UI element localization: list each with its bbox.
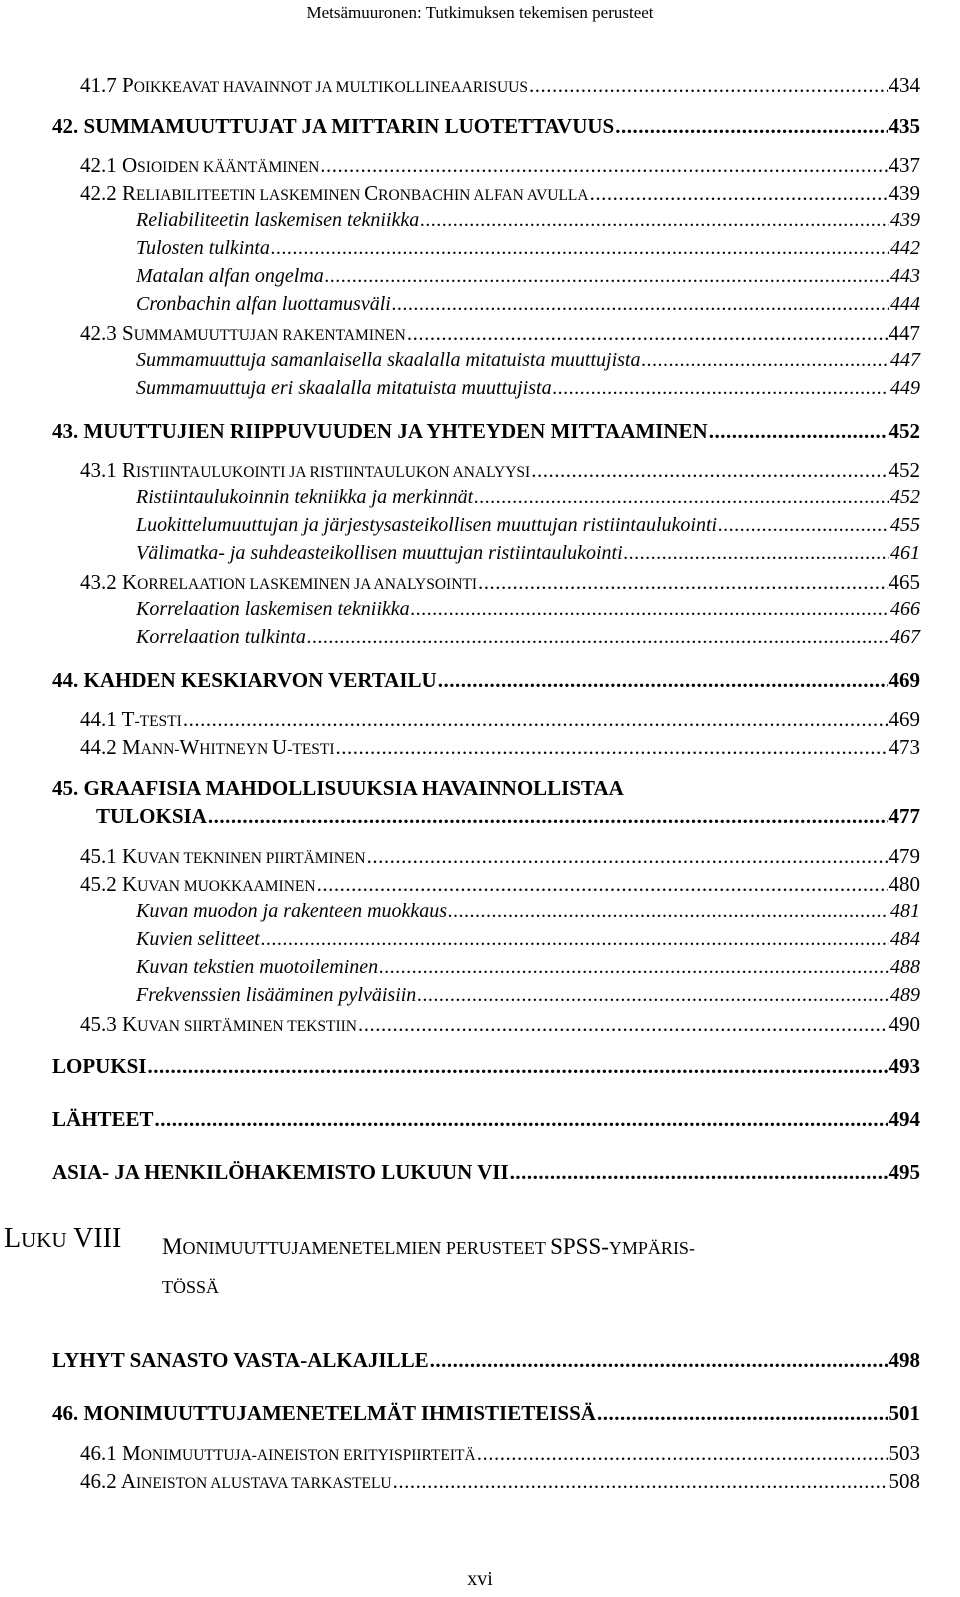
toc-entry-subsection <box>136 928 920 951</box>
toc-page-number: 508 <box>888 1469 920 1493</box>
toc-page-number: 488 <box>890 956 920 978</box>
toc-leader-dots <box>478 570 887 595</box>
toc-entry-title: 46. MONIMUUTTUJAMENETELMÄT IHMISTIETEISSÄ <box>52 1401 596 1425</box>
toc-leader-dots <box>393 1469 888 1494</box>
toc-entry-subsection <box>136 293 920 316</box>
toc-entry-title: 44.2 MANN-WHITNEYN U-TESTI <box>80 735 335 759</box>
toc-leader-dots <box>155 1107 888 1132</box>
toc-leader-dots <box>615 114 887 139</box>
toc-entry-title: Korrelaation laskemisen tekniikka <box>136 598 410 620</box>
toc-leader-dots <box>271 237 889 260</box>
toc-leader-dots <box>417 984 889 1007</box>
toc-entry-title: Summamuuttuja eri skaalalla mitatuista muuttujista <box>136 377 552 399</box>
toc-entry-chapter <box>52 668 920 693</box>
toc-leader-dots <box>641 349 889 372</box>
toc-leader-dots <box>448 900 889 923</box>
toc-entry-title: Summamuuttuja samanlaisella skaalalla mitatuista muuttujista <box>136 349 641 371</box>
toc-entry-title: 45.3 KUVAN SIIRTÄMINEN TEKSTIIN <box>80 1012 357 1036</box>
toc-leader-dots <box>208 804 888 829</box>
toc-page-number: 434 <box>888 73 920 97</box>
toc-entry-subsection <box>136 626 920 649</box>
toc-entry-section <box>80 1012 920 1037</box>
toc-entry-section <box>80 570 920 595</box>
toc-entry-chapter <box>96 804 920 829</box>
toc-entry-title: 43. MUUTTUJIEN RIIPPUVUUDEN JA YHTEYDEN MITTAAMINEN <box>52 419 708 443</box>
toc-entry-title: Frekvenssien lisääminen pylväisiin <box>136 984 417 1006</box>
toc-entry-chapter <box>52 1160 920 1185</box>
toc-page-number: 439 <box>888 181 920 205</box>
toc-leader-dots <box>379 956 889 979</box>
toc-entry-title: 43.2 KORRELAATION LASKEMINEN JA ANALYSOINTI <box>80 570 478 594</box>
toc-page-number: 449 <box>890 377 920 399</box>
toc-leader-dots <box>407 321 888 346</box>
toc-leader-dots <box>510 1160 888 1185</box>
toc-page-number: 435 <box>888 114 920 138</box>
toc-entry-title: 42.1 OSIOIDEN KÄÄNTÄMINEN <box>80 153 320 177</box>
part-title: MONIMUUTTUJAMENETELMIEN PERUSTEET SPSS-YMPÄRIS- TÖSSÄ <box>162 1234 695 1297</box>
page-number: xvi <box>467 1568 493 1590</box>
toc-page-number: 437 <box>888 153 920 177</box>
toc-entry-section <box>80 1441 920 1466</box>
toc-entry-section <box>80 181 920 206</box>
toc-entry-subsection <box>136 984 920 1007</box>
toc-entry-section <box>80 872 920 897</box>
toc-leader-dots <box>709 419 888 444</box>
toc-entry-subsection <box>136 237 920 260</box>
toc-page-number: 493 <box>888 1054 920 1078</box>
toc-entry-title: Kuvan tekstien muotoileminen <box>136 956 379 978</box>
toc-leader-dots <box>624 542 889 565</box>
toc-entry-title: 43.1 RISTIINTAULUKOINTI JA RISTIINTAULUKON ANALYYSI <box>80 458 531 482</box>
toc-leader-dots <box>183 707 888 732</box>
toc-entry-section <box>80 707 920 732</box>
toc-entry-title: LYHYT SANASTO VASTA-ALKAJILLE <box>52 1348 429 1372</box>
toc-entry-title: Välimatka- ja suhdeasteikollisen muuttujan ristiintaulukointi <box>136 542 623 564</box>
toc-entry-chapter <box>52 1401 920 1426</box>
toc-page-number: 465 <box>888 570 920 594</box>
toc-page-number: 461 <box>890 542 920 564</box>
toc-page-number: 469 <box>888 707 920 731</box>
toc-leader-dots <box>392 293 889 316</box>
toc-entry-section <box>80 1469 920 1494</box>
toc-page-number: 443 <box>890 265 920 287</box>
toc-entry-title: 45.2 KUVAN MUOKKAAMINEN <box>80 872 316 896</box>
toc-entry-title: Cronbachin alfan luottamusväli <box>136 293 391 315</box>
toc-entry-chapter <box>52 1054 920 1079</box>
toc-page-number: 452 <box>888 419 920 443</box>
toc-entry-section <box>80 844 920 869</box>
toc-entry-section <box>80 153 920 178</box>
toc-page-number: 484 <box>890 928 920 950</box>
toc-leader-dots <box>438 668 888 693</box>
toc-entry-subsection <box>136 265 920 288</box>
toc-entry-subsection <box>136 349 920 372</box>
toc-leader-dots <box>718 514 889 537</box>
toc-entry-title: Luokittelumuuttujan ja järjestysasteikollisen muuttujan ristiintaulukointi <box>136 514 718 536</box>
toc-entry-title: Reliabiliteetin laskemisen tekniikka <box>136 209 420 231</box>
toc-entry-section <box>80 73 920 98</box>
toc-page-number: 477 <box>888 804 920 828</box>
toc-page-number: 501 <box>888 1401 920 1425</box>
toc-entry-title: 44. KAHDEN KESKIARVON VERTAILU <box>52 668 437 692</box>
toc-leader-dots <box>148 1054 888 1079</box>
toc-leader-dots <box>420 209 889 232</box>
toc-entry-subsection <box>136 514 920 537</box>
toc-entry-title: ASIA- JA HENKILÖHAKEMISTO LUKUUN VII <box>52 1160 509 1184</box>
toc-page-number: 439 <box>890 209 920 231</box>
toc-entry-chapter <box>52 1107 920 1132</box>
toc-entry-subsection <box>136 209 920 232</box>
part-label: LUKU VIII <box>4 1223 122 1254</box>
running-header: Metsämuuronen: Tutkimuksen tekemisen perusteet <box>306 3 654 22</box>
toc-leader-dots <box>477 1441 888 1466</box>
toc-leader-dots <box>430 1348 888 1373</box>
toc-leader-dots <box>307 626 889 649</box>
toc-page-number: 498 <box>888 1348 920 1372</box>
toc-leader-dots <box>553 377 889 400</box>
toc-page-number: 455 <box>890 514 920 536</box>
toc-entry-title: LOPUKSI <box>52 1054 147 1078</box>
toc-entry-title: Tulosten tulkinta <box>136 237 270 259</box>
toc-page-number: 480 <box>888 872 920 896</box>
toc-entry-title: 42. SUMMAMUUTTUJAT JA MITTARIN LUOTETTAVUUS <box>52 114 615 138</box>
toc-entry-title: Ristiintaulukoinnin tekniikka ja merkinnät <box>136 486 474 508</box>
toc-entry-chapter <box>52 1348 920 1373</box>
toc-entry-section <box>80 735 920 760</box>
toc-entry-title: Korrelaation tulkinta <box>136 626 306 648</box>
toc-entry-title: 45.1 KUVAN TEKNINEN PIIRTÄMINEN <box>80 844 366 868</box>
toc-page-number: 469 <box>888 668 920 692</box>
toc-entry-section <box>80 458 920 483</box>
toc-leader-dots <box>590 181 888 206</box>
toc-page-number: 442 <box>890 237 920 259</box>
toc-entry-chapter <box>52 419 920 444</box>
toc-entry-title: 46.1 MONIMUUTTUJA-AINEISTON ERITYISPIIRTEITÄ <box>80 1441 476 1465</box>
toc-page-number: 452 <box>890 486 920 508</box>
chapter-45-title-line1: 45. GRAAFISIA MAHDOLLISUUKSIA HAVAINNOLLISTAA <box>52 776 624 800</box>
toc-page-number: 467 <box>890 626 920 648</box>
toc-leader-dots <box>597 1401 888 1426</box>
toc-page-number: 495 <box>888 1160 920 1184</box>
toc-entry-subsection <box>136 598 920 621</box>
toc-leader-dots <box>474 486 889 509</box>
toc-page-number: 473 <box>888 735 920 759</box>
toc-entry-subsection <box>136 900 920 923</box>
toc-page-number: 447 <box>888 321 920 345</box>
toc-leader-dots <box>411 598 889 621</box>
toc-entry-subsection <box>136 956 920 979</box>
toc-entry-subsection <box>136 486 920 509</box>
toc-entry-title: 46.2 AINEISTON ALUSTAVA TARKASTELU <box>80 1469 392 1493</box>
toc-entry-title: 41.7 POIKKEAVAT HAVAINNOT JA MULTIKOLLINEAARISUUS <box>80 73 528 97</box>
toc-entry-title: Kuvan muodon ja rakenteen muokkaus <box>136 900 448 922</box>
toc-entry-subsection <box>136 377 920 400</box>
toc-page-number: 466 <box>890 598 920 620</box>
toc-entry-title: 42.3 SUMMAMUUTTUJAN RAKENTAMINEN <box>80 321 406 345</box>
toc-page-number: 481 <box>890 900 920 922</box>
toc-entry-chapter <box>52 114 920 139</box>
toc-leader-dots <box>367 844 888 869</box>
toc-leader-dots <box>320 153 887 178</box>
toc-page-number: 490 <box>888 1012 920 1036</box>
toc-entry-title: 42.2 RELIABILITEETIN LASKEMINEN CRONBACHIN ALFAN AVULLA <box>80 181 589 205</box>
toc-leader-dots <box>529 73 888 98</box>
toc-entry-title: Matalan alfan ongelma <box>136 265 324 287</box>
toc-entry-title: Kuvien selitteet <box>136 928 260 950</box>
toc-leader-dots <box>358 1012 888 1037</box>
toc-leader-dots <box>325 265 889 288</box>
toc-entry-title: TULOKSIA <box>96 804 207 828</box>
toc-leader-dots <box>336 735 888 760</box>
toc-page-number: 444 <box>890 293 920 315</box>
toc-page-number: 479 <box>888 844 920 868</box>
toc-page-number: 494 <box>888 1107 920 1131</box>
toc-entry-title: LÄHTEET <box>52 1107 154 1131</box>
toc-page-number: 489 <box>890 984 920 1006</box>
toc-entry-section <box>80 321 920 346</box>
toc-leader-dots <box>261 928 889 951</box>
toc-page-number: 447 <box>890 349 920 371</box>
toc-entry-subsection <box>136 542 920 565</box>
toc-leader-dots <box>531 458 887 483</box>
toc-page-number: 503 <box>888 1441 920 1465</box>
toc-page-number: 452 <box>888 458 920 482</box>
toc-entry-title: 44.1 T-TESTI <box>80 707 182 731</box>
toc-leader-dots <box>317 872 888 897</box>
